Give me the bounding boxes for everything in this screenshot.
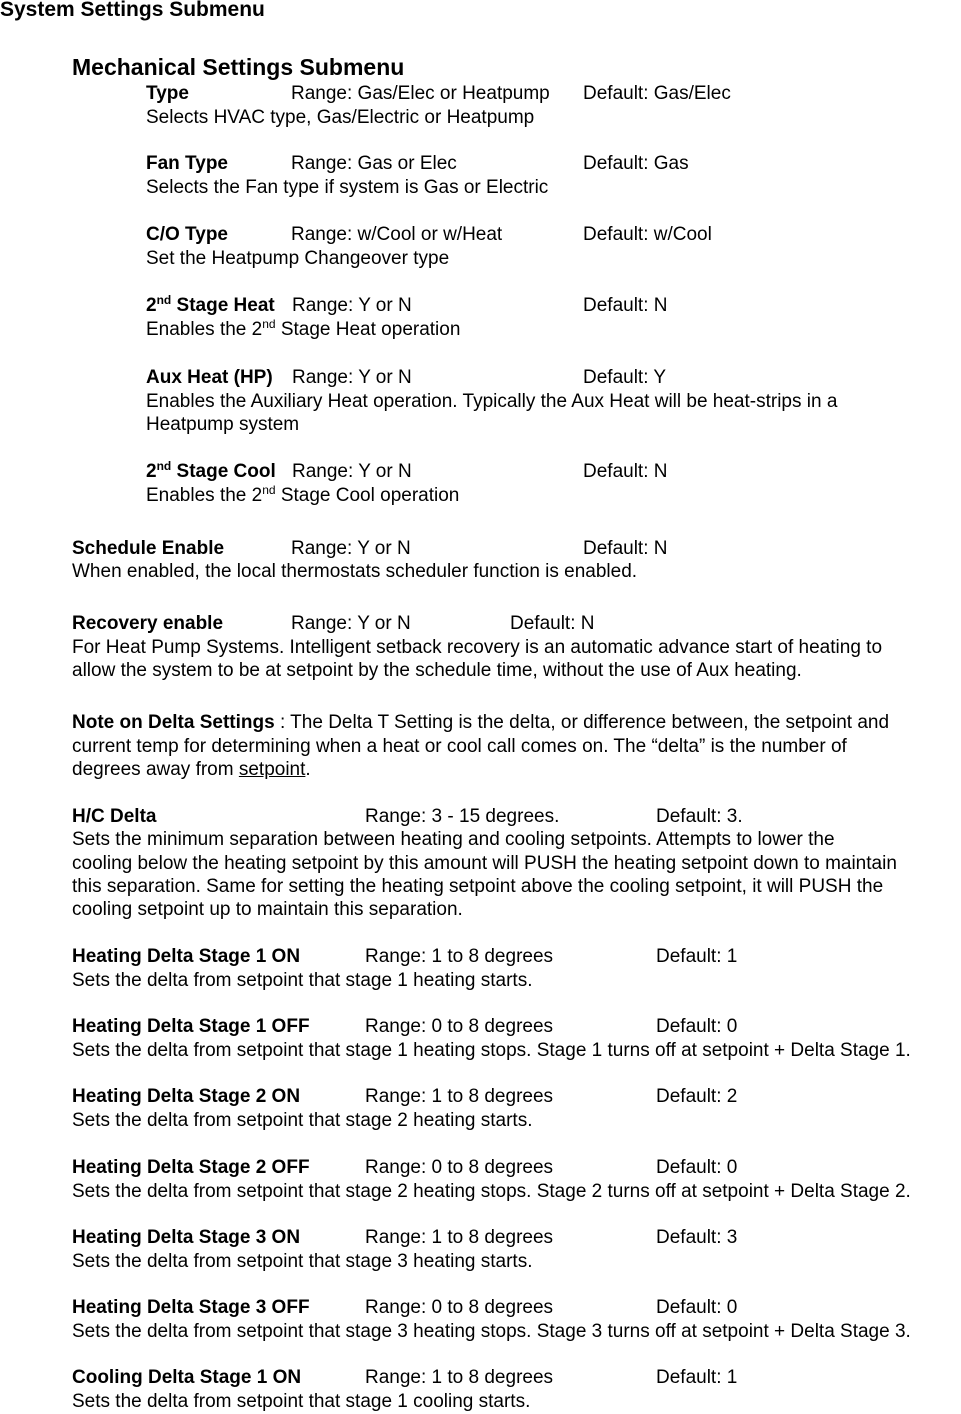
setting-name: Fan Type (146, 153, 228, 174)
setting-range: Range: Y or N (292, 367, 412, 388)
setting-name: Aux Heat (HP) (146, 367, 273, 388)
setting-description: cooling setpoint up to maintain this separation. (72, 899, 463, 920)
setting-description: Selects HVAC type, Gas/Electric or Heatpump (146, 107, 535, 128)
setting-default: Default: 0 (656, 1157, 738, 1178)
setting-range: Range: Y or N (292, 461, 412, 482)
setting-default: Default: 1 (656, 946, 738, 967)
setting-default: Default: Gas/Elec (583, 83, 731, 104)
setting-default: Default: 0 (656, 1297, 738, 1318)
setting-range: Range: 1 to 8 degrees (365, 1227, 554, 1248)
setting-description: Sets the delta from setpoint that stage 2 heating starts. (72, 1110, 533, 1131)
setting-name: Schedule Enable (72, 538, 225, 559)
setting-description: Sets the delta from setpoint that stage 2 heating stops. Stage 2 turns off at setpoint + Delta Stage 2. (72, 1181, 911, 1202)
setting-name: Heating Delta Stage 2 OFF (72, 1157, 310, 1178)
setting-description: Set the Heatpump Changeover type (146, 248, 450, 269)
setting-description: this separation. Same for setting the heating setpoint above the cooling setpoint, it will PUSH the (72, 876, 884, 897)
page-title: System Settings Submenu (0, 0, 265, 21)
note-line: Note on Delta Settings : The Delta T Setting is the delta, or difference between, the setpoint and (72, 712, 890, 733)
setting-description: Enables the 2nd Stage Heat operation (146, 317, 461, 340)
setting-name: 2nd Stage Cool (146, 459, 276, 482)
setting-name: H/C Delta (72, 806, 157, 827)
setting-name: 2nd Stage Heat (146, 293, 275, 316)
setting-default: Default: 0 (656, 1016, 738, 1037)
mechanical-settings-heading: Mechanical Settings Submenu (72, 54, 405, 80)
setting-description: For Heat Pump Systems. Intelligent setback recovery is an automatic advance start of heating to (72, 637, 883, 658)
setting-range: Range: 1 to 8 degrees (365, 1086, 554, 1107)
setting-name: C/O Type (146, 224, 228, 245)
setting-description: Enables the 2nd Stage Cool operation (146, 483, 460, 506)
note-line: degrees away from setpoint. (72, 759, 311, 780)
setting-range: Range: Gas or Elec (291, 153, 457, 174)
setting-name: Heating Delta Stage 2 ON (72, 1086, 301, 1107)
setting-default: Default: w/Cool (583, 224, 712, 245)
setting-name: Heating Delta Stage 3 OFF (72, 1297, 310, 1318)
setting-default: Default: Y (583, 367, 667, 388)
setting-default: Default: Gas (583, 153, 689, 174)
setting-range: Range: Gas/Elec or Heatpump (291, 83, 550, 104)
setting-description: When enabled, the local thermostats scheduler function is enabled. (72, 561, 638, 582)
setting-description: cooling below the heating setpoint by this amount will PUSH the heating setpoint down to maintain (72, 853, 897, 874)
setting-description: Sets the delta from setpoint that stage 3 heating stops. Stage 3 turns off at setpoint + Delta Stage 3. (72, 1321, 911, 1342)
setting-default: Default: 3 (656, 1227, 738, 1248)
setting-description: Enables the Auxiliary Heat operation. Typically the Aux Heat will be heat-strips in a (146, 391, 838, 412)
setting-name: Type (146, 83, 189, 104)
note-label: Note on Delta Settings (72, 712, 275, 733)
setting-range: Range: 0 to 8 degrees (365, 1297, 554, 1318)
setting-range: Range: Y or N (291, 613, 411, 634)
setting-name: Cooling Delta Stage 1 ON (72, 1367, 302, 1388)
setting-description: Sets the delta from setpoint that stage 1 heating starts. (72, 970, 533, 991)
setting-range: Range: 1 to 8 degrees (365, 946, 554, 967)
setting-description: allow the system to be at setpoint by the schedule time, without the use of Aux heating. (72, 660, 802, 681)
setting-description: Sets the delta from setpoint that stage 1 cooling starts. (72, 1391, 531, 1412)
setting-range: Range: w/Cool or w/Heat (291, 224, 503, 245)
setting-default: Default: N (510, 613, 595, 634)
setting-default: Default: N (583, 295, 668, 316)
setting-name: Recovery enable (72, 613, 224, 634)
note-line: current temp for determining when a heat or cool call comes on. The “delta” is the number of (72, 736, 847, 757)
setting-default: Default: 2 (656, 1086, 738, 1107)
setting-range: Range: 0 to 8 degrees (365, 1157, 554, 1178)
setting-description: Sets the minimum separation between heating and cooling setpoints. Attempts to lower the (72, 829, 835, 850)
setting-name: Heating Delta Stage 3 ON (72, 1227, 301, 1248)
setting-description: Sets the delta from setpoint that stage 3 heating starts. (72, 1251, 533, 1272)
setting-default: Default: N (583, 461, 668, 482)
setting-range: Range: 1 to 8 degrees (365, 1367, 554, 1388)
setting-range: Range: Y or N (291, 538, 411, 559)
setting-default: Default: 3. (656, 806, 743, 827)
setting-description: Selects the Fan type if system is Gas or Electric (146, 177, 549, 198)
setting-default: Default: N (583, 538, 668, 559)
setting-default: Default: 1 (656, 1367, 738, 1388)
setting-description: Heatpump system (146, 414, 300, 435)
setting-name: Heating Delta Stage 1 OFF (72, 1016, 310, 1037)
setting-range: Range: 3 - 15 degrees. (365, 806, 560, 827)
setting-range: Range: 0 to 8 degrees (365, 1016, 554, 1037)
setting-name: Heating Delta Stage 1 ON (72, 946, 301, 967)
setting-description: Sets the delta from setpoint that stage 1 heating stops. Stage 1 turns off at setpoint + Delta Stage 1. (72, 1040, 911, 1061)
setpoint-link[interactable]: setpoint (238, 759, 306, 780)
setting-range: Range: Y or N (292, 295, 412, 316)
